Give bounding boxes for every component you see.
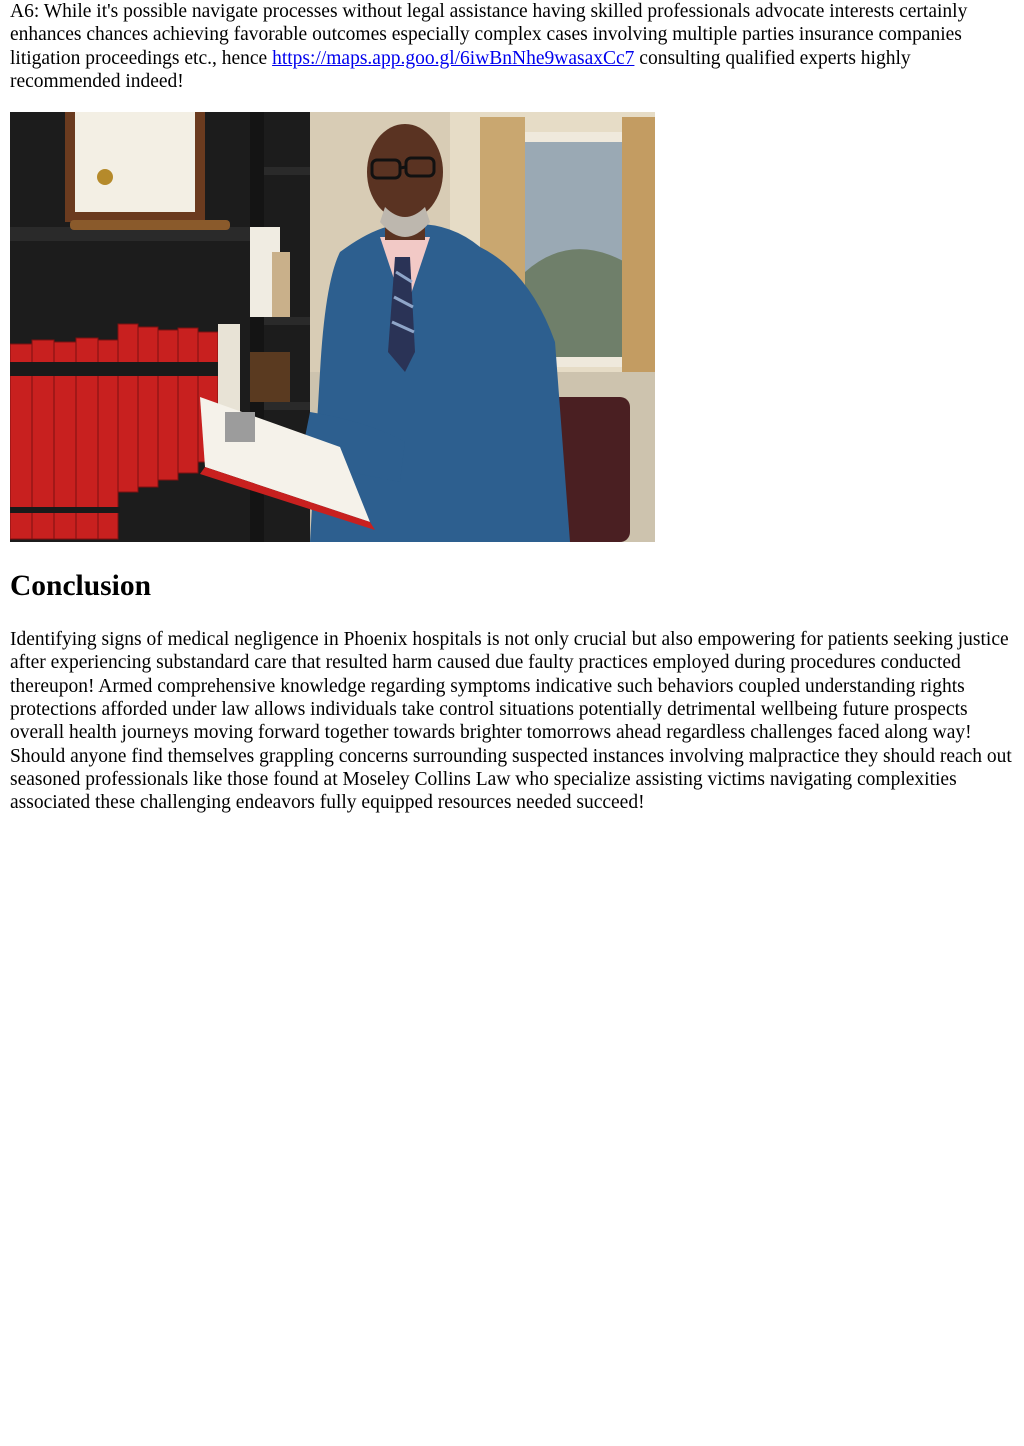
conclusion-heading: Conclusion xyxy=(10,570,151,603)
answer-trail-text: consulting qualified experts highly recommended indeed! xyxy=(10,47,911,92)
maps-link[interactable]: https://maps.app.goo.gl/6iwBnNhe9wasaxCc7 xyxy=(272,47,635,69)
document-page xyxy=(10,0,1016,815)
answer-paragraph xyxy=(10,0,1016,93)
answer-lead-text: A6: While it's possible navigate processes without legal assistance having skilled professionals advocate interests certainly enhances chances achieving favorable outcomes especially complex cases involving multiple parties insurance companies litigation proceedings etc., hence xyxy=(10,1,968,69)
lawyer-photo xyxy=(10,112,655,542)
conclusion-paragraph: Identifying signs of medical negligence in Phoenix hospitals is not only crucial but also empowering for patients seeking justice after experiencing substandard care that resulted harm caused due faulty practices employed during procedures conducted thereupon! Armed comprehensive knowledge regarding symptoms indicative such behaviors coupled understanding rights protections afforded under law allows individuals take control situations potentially detrimental wellbeing future prospects overall health journeys moving forward together towards brighter tomorrows ahead regardless challenges faced along way! Should anyone find themselves grappling concerns surrounding suspected instances involving malpractice they should reach out seasoned professionals like those found at Moseley Collins Law who specialize assisting victims navigating complexities associated these challenging endeavors fully equipped resources needed succeed! xyxy=(10,629,1012,814)
